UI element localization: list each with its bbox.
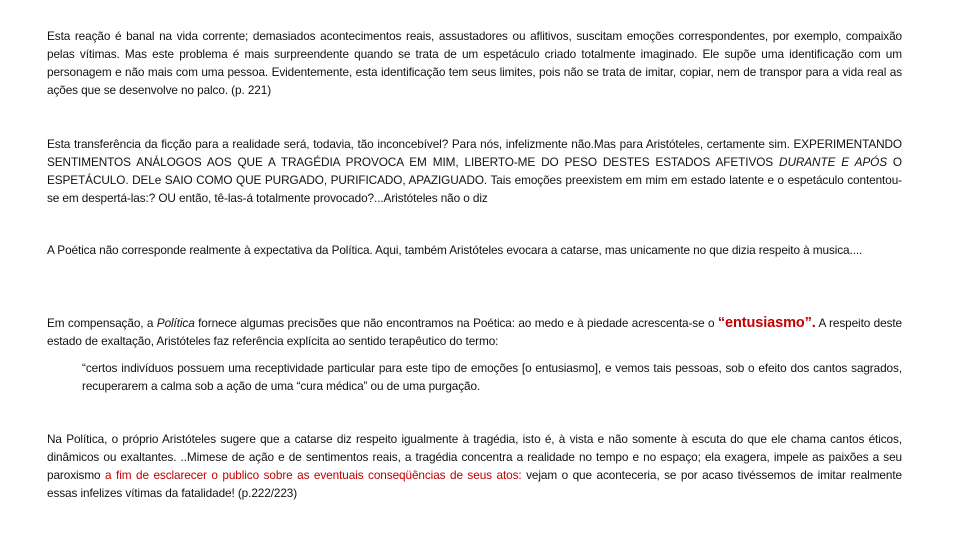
paragraph-poetica: A Poética não corresponde realmente à expectativa da Política. Aqui, também Aristóteles evocara a catarse, mas unicamente no que dizia respeito à musica.... bbox=[47, 243, 863, 257]
entusiasmo-highlight: “entusiasmo”. bbox=[717, 315, 816, 331]
paragraph-transfer-text-b: O ESPETÁCULO. DELe SAIO COMO QUE PURGADO, PURIFICADO, APAZIGUADO. Tais emoções preexistem em mim em estado latente e o espetáculo contentou-se em despertá-las:? OU então, tê-las-á totalmente provocado?...Aristóteles não o diz bbox=[47, 155, 902, 205]
paragraph-compensation-text-b: fornece algumas precisões que não encontramos na Poética: ao medo e à piedade acrescenta-se o bbox=[194, 316, 718, 330]
red-emphasis-text: a fim de esclarecer o publico sobre as eventuais conseqüências de seus atos: bbox=[105, 468, 522, 482]
paragraph-politica bbox=[47, 430, 902, 502]
paragraph-compensation bbox=[47, 314, 902, 350]
paragraph-reaction: Esta reação é banal na vida corrente; demasiados acontecimentos reais, assustadores ou aflitivos, suscitam emoções correspondentes, por exemplo, compaixão pelas vítimas. Mas este problema é mais surpreendente quando se trata de um espetáculo criado totalmente imaginado. Ele supõe uma identificação com um personagem e não mais com uma pessoa. Evidentemente, esta identificação tem seus limites, pois não se trata de imitar, copiar, nem de transpor para a vida real as ações que se desenvolve no palco. (p. 221) bbox=[47, 29, 902, 97]
paragraph-transfer-text-a: Esta transferência da ficção para a realidade será, todavia, tão inconcebível? Para nós, infelizmente não.Mas para Aristóteles, certamente sim. EXPERIMENTANDO SENTIMENTOS ANÁLOGOS AOS QUE A TRAGÉDIA PROVOCA EM MIM, LIBERTO-ME DO PESO DESTES ESTADOS AFETIVOS bbox=[47, 137, 902, 169]
paragraph-politica-text-a: Na Política, o próprio Aristóteles sugere que a catarse diz respeito igualmente à tragédia, isto é, à vista e não somente à escuta do que ele chama cantos éticos, dinâmicos ou exaltantes. ..Mimese de ação e de sentimentos reais, a tragédia concentra a realidade no tempo e no espaço; ela exagera, impele as paixões a seu paroxismo bbox=[47, 432, 902, 482]
paragraph-politica-text-b: vejam o que aconteceria, se por acaso tivéssemos de imitar realmente essas infelizes vítimas da fatalidade! (p.222/223) bbox=[47, 468, 902, 500]
block-quote: “certos indivíduos possuem uma receptividade particular para este tipo de emoções [o entusiasmo], e vemos tais pessoas, sob o efeito dos cantos sagrados, recuperarem a calma sob a ação de uma “cura médica” ou de uma purgação. bbox=[82, 361, 902, 393]
paragraph-transfer bbox=[47, 135, 902, 207]
paragraph-transfer-italic: DURANTE E APÓS bbox=[779, 155, 887, 169]
paragraph-compensation-text-c: A respeito deste estado de exaltação, Aristóteles faz referência explícita ao sentido terapêutico do termo: bbox=[47, 316, 903, 348]
paragraph-compensation-text-a: Em compensação, a bbox=[47, 316, 157, 330]
paragraph-compensation-italic: Política bbox=[156, 316, 195, 330]
